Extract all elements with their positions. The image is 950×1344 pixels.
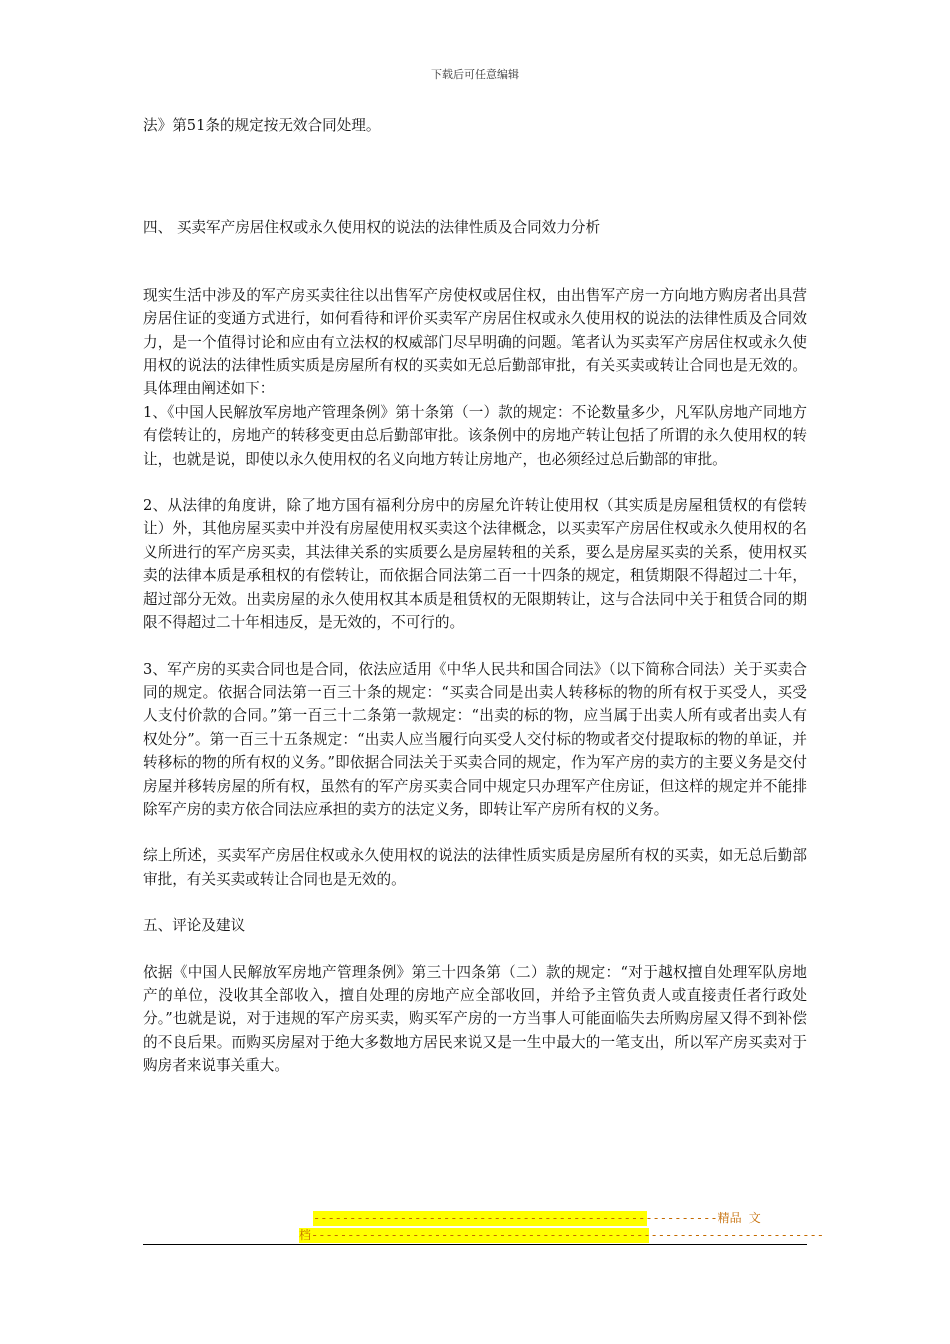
section-heading-4: 四、 买卖军产房居住权或永久使用权的说法的法律性质及合同效力分析 [143,219,601,237]
paragraph-reason-1: 1、《中国人民解放军房地产管理条例》第十条第（一）款的规定：不论数量多少，凡军队房地产同地方有偿转让的，房地产的转移变更由总后勤部审批。该条例中的房地产转让包括了所谓的永久使用权的转让，也就是说，即使以永久使用权的名义向地方转让房地产，也必须经过总后勤部的审批。 [143,403,807,468]
footer-watermark-line-1: --------------------------------------------------------精品 文 [313,1211,761,1225]
paragraph-intro: 现实生活中涉及的军产房买卖往往以出售军产房使权或居住权，由出售军产房一方向地方购房者出具营房居住证的变通方式进行，如何看待和评价买卖军产房居住权或永久使用权的说法的法律性质及合同效力，是一个值得讨论和应由有立法权的权威部门尽早明确的问题。笔者认为买卖军产房居住权或永久使用权的说法的法律性质实质是房屋所有权的买卖如无总后勤部审批，有关买卖或转让合同也是无效的。具体理由阐述如下： [143,286,807,398]
paragraph-conclusion: 综上所述，买卖军产房居住权或永久使用权的说法的法律性质实质是房屋所有权的买卖，如无总后勤部审批，有关买卖或转让合同也是无效的。 [143,847,807,888]
paragraph-continuation: 法》第51条的规定按无效合同处理。 [143,117,381,134]
page-header: 下载后可任意编辑 [431,68,519,81]
document-body [143,114,807,1078]
footer-watermark-line-2: 档----------------------------------------------------------------------- [299,1228,824,1242]
footer-divider [143,1244,807,1245]
paragraph-reason-2: 2、从法律的角度讲，除了地方国有福利分房中的房屋允许转让使用权（其实质是房屋租赁权的有偿转让）外，其他房屋买卖中并没有房屋使用权买卖这个法律概念，以买卖军产房居住权或永久使用权的名义所进行的军产房买卖，其法律关系的实质要么是房屋转租的关系，要么是房屋买卖的关系，使用权买卖的法律本质是承租权的有偿转让，而依据合同法第二百一十四条的规定，租赁期限不得超过二十年，超过部分无效。出卖房屋的永久使用权其本质是租赁权的无限期转让，这与合法同中关于租赁合同的期限不得超过二十年相违反，是无效的，不可行的。 [143,497,807,632]
section-heading-5: 五、评论及建议 [143,917,246,935]
paragraph-reason-3: 3、军产房的买卖合同也是合同，依法应适用《中华人民共和国合同法》（以下简称合同法）关于买卖合同的规定。依据合同法第一百三十条的规定：“买卖合同是出卖人转移标的物的所有权于买受人，买受人支付价款的合同。”第一百三十二条第一款规定：“出卖的标的物，应当属于出卖人所有或者出卖人有权处分”。第一百三十五条规定：“出卖人应当履行向买受人交付标的物或者交付提取标的物的单证，并转移标的物的所有权的义务。”即依据合同法关于买卖合同的规定，作为军产房的卖方的主要义务是交付房屋并移转房屋的所有权，虽然有的军产房买卖合同中规定只办理军产住房证，但这样的规定并不能排除军产房的卖方依合同法应承担的卖方的法定义务，即转让军产房所有权的义务。 [143,660,807,818]
paragraph-comment: 依据《中国人民解放军房地产管理条例》第三十四条第（二）款的规定：“对于越权擅自处理军队房地产的单位，没收其全部收入，擅自处理的房地产应全部收回，并给予主管负责人或直接责任者行政处分。”也就是说，对于违规的军产房买卖，购买军产房的一方当事人可能面临失去所购房屋又得不到补偿的不良后果。而购买房屋对于绝大多数地方居民来说又是一生中最大的一笔支出，所以军产房买卖对于购房者来说事关重大。 [143,963,807,1075]
